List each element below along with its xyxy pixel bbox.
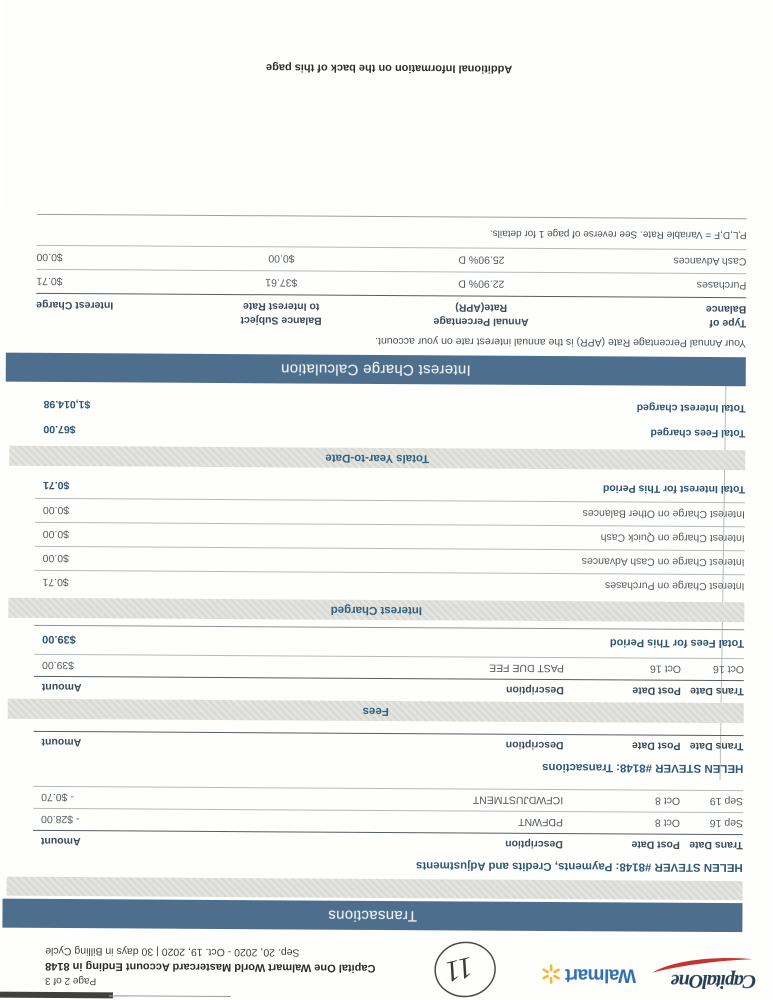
col-description: Description [506, 683, 564, 697]
member-transactions-table-header [33, 731, 743, 752]
transactions-section-title: Transactions [327, 906, 417, 925]
totals-ytd-title: Totals Year-to-Date [325, 451, 430, 465]
payments-section-title: HELEN STEVER #8148: Payments, Credits and Adjustments [415, 859, 743, 874]
capital-one-swoosh-icon [650, 956, 754, 975]
balance-cell: $37.61 [265, 275, 298, 289]
col-type-of-balance: Type of Balance [705, 302, 747, 330]
col-post-date: Post Date [631, 838, 680, 851]
trans-date-cell: Sep 16 [709, 816, 744, 830]
col-description: Description [505, 738, 564, 752]
interest-label: Interest Charge on Quick Cash [600, 531, 745, 545]
interest-calc-subtitle: Your Annual Percentage Rate (APR) is the annual interest rate on your account. [375, 334, 747, 350]
interest-calc-row [36, 269, 746, 297]
post-date-cell: Oct 8 [655, 794, 681, 807]
transactions-section-bar [2, 899, 742, 933]
trans-date-cell: Sep 19 [709, 794, 744, 808]
col-amount: Amount [41, 735, 82, 749]
amount-cell: - $0.70 [41, 790, 74, 804]
interest-label: Interest Charge on Cash Advances [581, 555, 745, 569]
col-trans-date: Trans Date [690, 684, 744, 698]
fees-section-title: Fees [362, 704, 389, 718]
interest-charged-band [8, 598, 744, 622]
col-post-date: Post Date [632, 739, 681, 752]
fees-total-amount: $39.00 [42, 632, 76, 646]
walmart-wordmark: Walmart [565, 964, 637, 986]
interest-amount: $0.00 [42, 503, 70, 517]
col-apr: Annual Percentage Rate(APR) [433, 301, 529, 328]
interest-amount: $0.00 [42, 551, 69, 565]
capital-one-logo [646, 969, 756, 993]
interest-calc-row [36, 245, 746, 273]
apr-cell: 25.90% D [458, 253, 505, 266]
variable-rate-footnote: P,L,D,F = Variable Rate. See reverse of page 1 for details. [37, 214, 747, 249]
post-date-cell: Oct 16 [650, 662, 682, 675]
amount-cell: - $28.00 [41, 812, 80, 826]
interest-calc-section-bar [6, 353, 746, 387]
interest-calc-table-header [36, 293, 746, 331]
handwritten-number-text: 11 [441, 950, 477, 989]
interest-amount: $0.71 [42, 575, 69, 589]
trans-date-cell: Oct 16 [712, 662, 745, 676]
statement-content [2, 213, 757, 1000]
billing-cycle: Sep. 20, 2020 - Oct. 19, 2020 | 30 days in Billing Cycle [45, 944, 300, 959]
interest-total-amount: $0.71 [43, 478, 70, 492]
header-meta-block [45, 945, 376, 988]
col-amount: Amount [41, 680, 82, 694]
fees-total-row [34, 625, 744, 658]
interest-label: Interest Charge on Other Balances [582, 507, 745, 521]
statement-header [2, 932, 757, 1000]
balance-cell: $0.00 [268, 251, 295, 265]
interest-total-label: Total Interest for This Period [602, 482, 746, 496]
payments-row [33, 808, 743, 834]
interest-charged-title: Interest Charged [330, 603, 423, 617]
col-amount: Amount [40, 834, 81, 848]
balance-type-cell: Purchases [696, 278, 747, 291]
col-trans-date: Trans Date [689, 838, 743, 852]
ytd-amount: $1,014.98 [43, 397, 91, 411]
walmart-spark-icon [541, 964, 561, 984]
interest-label: Interest Charge on Purchases [604, 579, 745, 593]
ytd-label: Total Interest charged [636, 401, 746, 415]
charge-cell: $0.00 [36, 250, 63, 263]
ytd-row [35, 417, 745, 446]
interest-amount: $0.00 [42, 527, 70, 541]
handwritten-circled-number [429, 931, 499, 1000]
interest-total-row [35, 473, 745, 502]
ytd-amount: $67.00 [43, 422, 76, 436]
col-description: Description [505, 837, 563, 851]
interest-row [34, 570, 744, 598]
balance-type-cell: Cash Advances [673, 254, 747, 267]
interest-calc-title: Interest Charge Calculation [280, 360, 471, 379]
capital-one-wordmark: CapitalOne [671, 969, 757, 993]
post-date-cell: Oct 8 [654, 816, 681, 829]
col-post-date: Post Date [632, 684, 681, 697]
walmart-logo [541, 963, 636, 986]
charge-cell: $0.71 [36, 274, 63, 287]
ytd-row [36, 392, 746, 421]
page-number: Page 2 of 3 [45, 974, 97, 987]
fees-row [34, 654, 744, 680]
col-interest-charge: Interest Charge [36, 298, 114, 312]
interest-row [35, 546, 745, 574]
fees-total-label: Total Fees for This Period [609, 636, 745, 650]
account-title: Capital One Walmart World Mastercard Account Ending in 8148 [45, 959, 376, 974]
col-balance-subject: Balance Subject to Interest Rate [240, 299, 322, 327]
interest-row [35, 498, 745, 526]
amount-cell: $39.00 [41, 658, 75, 672]
col-trans-date: Trans Date [689, 739, 744, 753]
member-transactions-title: HELEN STEVER #8148: Transactions [542, 760, 744, 775]
payments-row [33, 786, 743, 812]
back-page-note: Additional Information on the back of this page [265, 61, 513, 75]
description-cell: PAST DUE FEE [489, 661, 565, 675]
fees-section-band [8, 699, 744, 723]
description-cell: PDFWNT [518, 815, 564, 829]
totals-ytd-band [9, 446, 745, 470]
scan-noise-band [7, 877, 743, 900]
description-cell: ICFWDJUSTMENT [472, 793, 564, 807]
apr-cell: 22.90% D [458, 277, 505, 290]
interest-row [35, 522, 745, 550]
ytd-label: Total Fees charged [650, 426, 746, 440]
